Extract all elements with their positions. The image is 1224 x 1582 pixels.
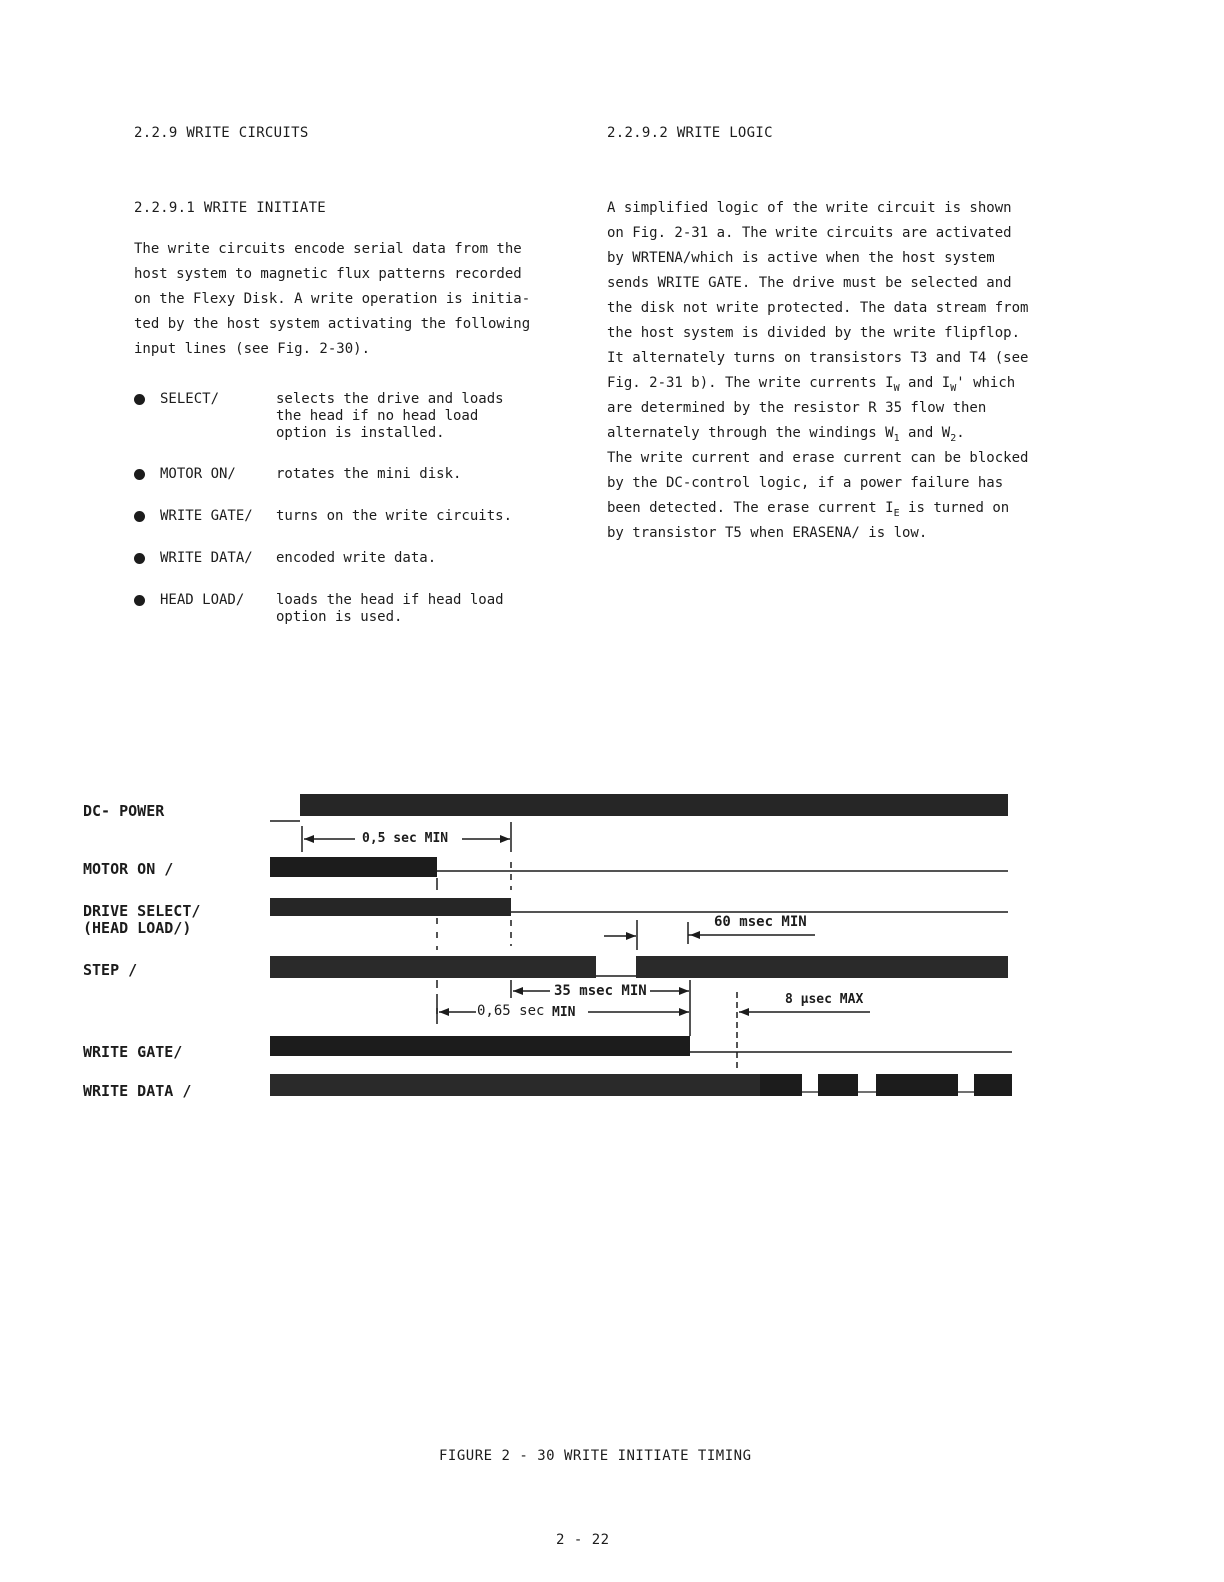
desc-line: option is installed.: [276, 425, 445, 441]
bullet-icon: [134, 394, 145, 405]
paragraph-line: the host system is divided by the write flipflop.: [607, 325, 1021, 341]
paragraph-line: input lines (see Fig. 2-30).: [134, 341, 371, 357]
paragraph-line: A simplified logic of the write circuit is shown: [607, 200, 1012, 216]
waveform-motor-on-active: [270, 857, 437, 877]
waveform-write-data-pulse: [760, 1074, 802, 1096]
paragraph-line: by transistor T5 when ERASENA/ is low.: [607, 525, 928, 541]
write-initiate-timing-diagram: [0, 780, 1224, 1120]
input-line-term: HEAD LOAD/: [160, 592, 245, 608]
timing-annotation-0-5-sec: 0,5 sec MIN: [362, 831, 449, 846]
bullet-icon: [134, 595, 145, 606]
input-line-term: SELECT/: [160, 391, 220, 407]
subscript: 2: [950, 432, 957, 444]
waveform-step-high-1: [270, 956, 596, 978]
signal-label-step: STEP /: [83, 961, 138, 979]
signal-label-write-data: WRITE DATA /: [83, 1082, 192, 1100]
paragraph-line: on the Flexy Disk. A write operation is initia-: [134, 291, 531, 307]
input-line-desc: [276, 508, 512, 525]
write-initiate-paragraph: [134, 237, 530, 362]
section-heading-write-circuits: 2.2.9 WRITE CIRCUITS: [134, 125, 309, 141]
bullet-icon: [134, 469, 145, 480]
text-run: and W: [899, 425, 951, 441]
write-logic-paragraph: [607, 196, 1028, 546]
paragraph-line: the disk not write protected. The data stream from: [607, 300, 1029, 316]
input-line-term: WRITE GATE/: [160, 508, 253, 524]
paragraph-line: The write circuits encode serial data from the: [134, 241, 522, 257]
section-heading-write-logic: 2.2.9.2 WRITE LOGIC: [607, 125, 773, 141]
paragraph-line: sends WRITE GATE. The drive must be selected and: [607, 275, 1012, 291]
waveform-drive-select-active: [270, 898, 511, 916]
paragraph-line: The write current and erase current can be blocked: [607, 450, 1029, 466]
input-line-desc: [276, 391, 504, 442]
timing-annotation-8-usec: 8 µsec MAX: [785, 992, 864, 1007]
paragraph-line: are determined by the resistor R 35 flow then: [607, 400, 987, 416]
subscript: E: [893, 507, 900, 519]
signal-label-dc-power: DC- POWER: [83, 802, 165, 820]
subscript: 1: [893, 432, 900, 444]
text-run: and I: [899, 375, 951, 391]
bullet-icon: [134, 511, 145, 522]
waveform-write-data-pulse: [818, 1074, 858, 1096]
input-line-desc: [276, 550, 436, 567]
paragraph-line: It alternately turns on transistors T3 and T4 (see: [607, 350, 1029, 366]
timing-waveforms: [0, 780, 1224, 1120]
paragraph-line: host system to magnetic flux patterns recorded: [134, 266, 522, 282]
waveform-write-gate-inactive: [270, 1036, 690, 1056]
waveform-step-high-2: [636, 956, 1008, 978]
subscript: W: [950, 382, 957, 394]
text-run: is turned on: [899, 500, 1010, 516]
text-run: ' which: [956, 375, 1016, 391]
paragraph-line: by WRTENA/which is active when the host system: [607, 250, 995, 266]
subsection-heading-write-initiate: 2.2.9.1 WRITE INITIATE: [134, 200, 327, 216]
desc-line: rotates the mini disk.: [276, 466, 462, 482]
input-line-term: WRITE DATA/: [160, 550, 253, 566]
waveform-write-data-idle: [270, 1074, 760, 1096]
timing-annotation-0-65-min: MIN: [552, 1005, 576, 1020]
text-run: Fig. 2-31 b). The write currents I: [607, 375, 894, 391]
subscript: W: [893, 382, 900, 394]
input-line-desc: [276, 592, 504, 626]
signal-label-drive-select: DRIVE SELECT/: [83, 902, 201, 920]
bullet-icon: [134, 553, 145, 564]
paragraph-line: [607, 496, 1028, 521]
desc-line: loads the head if head load: [276, 592, 504, 608]
page-number: 2 - 22: [556, 1532, 610, 1548]
timing-annotation-35-msec: 35 msec MIN: [554, 983, 647, 999]
signal-label-motor-on: MOTOR ON /: [83, 860, 174, 878]
input-line-desc: [276, 466, 461, 483]
desc-line: encoded write data.: [276, 550, 437, 566]
paragraph-line: ted by the host system activating the following: [134, 316, 531, 332]
timing-annotation-60-msec: 60 msec MIN: [714, 914, 807, 930]
signal-label-write-gate: WRITE GATE/: [83, 1043, 183, 1061]
paragraph-line: by the DC-control logic, if a power failure has: [607, 475, 1004, 491]
waveform-write-data-pulse: [974, 1074, 1012, 1096]
figure-caption: FIGURE 2 - 30 WRITE INITIATE TIMING: [439, 1448, 752, 1464]
text-run: alternately through the windings W: [607, 425, 894, 441]
desc-line: turns on the write circuits.: [276, 508, 513, 524]
waveform-write-data-pulse: [876, 1074, 958, 1096]
paragraph-line: on Fig. 2-31 a. The write circuits are activated: [607, 225, 1012, 241]
timing-annotation-0-65-sec: 0,65 sec: [477, 1003, 545, 1019]
text-run: .: [956, 425, 965, 441]
waveform-dc-power-high: [300, 794, 1008, 816]
desc-line: the head if no head load: [276, 408, 479, 424]
input-line-term: MOTOR ON/: [160, 466, 236, 482]
desc-line: selects the drive and loads: [276, 391, 504, 407]
text-run: been detected. The erase current I: [607, 500, 894, 516]
paragraph-line: [607, 371, 1028, 396]
desc-line: option is used.: [276, 609, 403, 625]
signal-label-head-load: (HEAD LOAD/): [83, 919, 192, 937]
paragraph-line: [607, 421, 1028, 446]
